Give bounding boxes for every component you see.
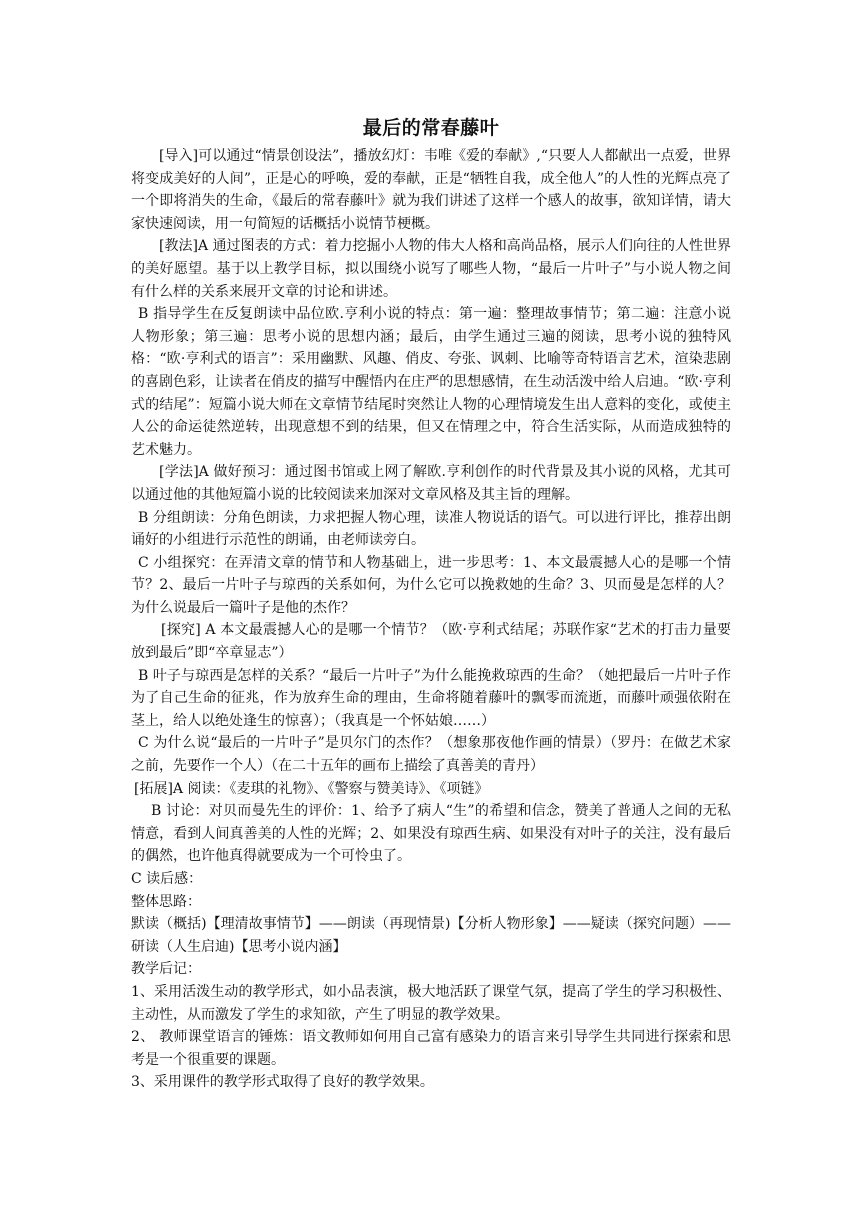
paragraph-extension-b: B 讨论：对贝而曼先生的评价：1、给予了病人“生”的希望和信念，赞美了普通人之间的无私情意，看到人间真善美的人性的光辉；2、如果没有琼西生病、如果没有对叶子的关注，没有最后的偶然，也许他真得就要成为一个可怜虫了。	[131, 803, 731, 865]
document-body	[131, 110, 731, 1094]
paragraph-postscript-3: 3、采用课件的教学形式取得了良好的教学效果。	[131, 1074, 434, 1091]
paragraph-overall-idea-label: 整体思路：	[131, 893, 201, 910]
paragraph-teaching-method-a: [教法]A 通过图表的方式：着力挖掘小人物的伟大人格和高尚品格，展示人们向往的人性世界的美好愿望。基于以上教学目标，拟以围绕小说写了哪些人物，“最后一片叶子”与小说人物之间有什么样的关系来展开文章的讨论和讲述。	[131, 238, 731, 300]
paragraph-extension-a: [拓展]A 阅读：《麦琪的礼物》、《警察与赞美诗》、《项链》	[134, 780, 489, 797]
document-title: 最后的常春藤叶	[362, 117, 500, 139]
paragraph-explore-a: [探究] A 本文最震撼人心的是哪一个情节？（欧·亨利式结尾；苏联作家“艺术的打击力量要放到最后”即“卒章显志”）	[131, 622, 731, 662]
paragraph-explore-c: C 为什么说“最后的一片叶子”是贝尔门的杰作？（想象那夜他作画的情景）（罗丹：在做艺术家之前，先要作一个人）（在二十五年的画布上描绘了真善美的青丹）	[131, 735, 731, 775]
paragraph-explore-b: B 叶子与琼西是怎样的关系？“最后一片叶子”为什么能挽救琼西的生命？（她把最后一片叶子作为了自己生命的征兆，作为放弃生命的理由，生命将随着藤叶的飘零而流逝，而藤叶顽强依附在茎上，给人以绝处逢生的惊喜）；（我真是一个怀姑娘……）	[131, 667, 731, 729]
paragraph-intro: [导入]可以通过“情景创设法”，播放幻灯：韦唯《爱的奉献》,“只要人人都献出一点爱，世界将变成美好的人间”，正是心的呼唤，爱的奉献，正是“牺牲自我，成全他人”的人性的光辉点亮了一个即将消失的生命，《最后的常春藤叶》就为我们讲述了这样一个感人的故事，欲知详情，请大家快速阅读，用一句简短的话概括小说情节梗概。	[131, 148, 731, 232]
paragraph-postscript-2: 2、 教师课堂语言的锤炼：语文教师如何用自己富有感染力的语言来引导学生共同进行探索和思考是一个很重要的课题。	[131, 1029, 731, 1068]
paragraph-postscript-1: 1、采用活泼生动的教学形式，如小品表演，极大地活跃了课堂气氛，提高了学生的学习积极性、主动性，从而激发了学生的求知欲，产生了明显的教学效果。	[131, 983, 731, 1023]
paragraph-learning-method-b: B 分组朗读：分角色朗读，力求把握人物心理，读准人物说话的语气。可以进行评比，推荐出朗诵好的小组进行示范性的朗诵，由老师读旁白。	[131, 509, 731, 549]
paragraph-learning-method-a: [学法]A 做好预习：通过图书馆或上网了解欧.亨利创作的时代背景及其小说的风格，尤其可以通过他的其他短篇小说的比较阅读来加深对文章风格及其主旨的理解。	[131, 464, 731, 503]
paragraph-postscript-label: 教学后记：	[131, 961, 201, 978]
paragraph-reflection: C 读后感：	[131, 871, 203, 887]
paragraph-overall-idea: 默读（概括)【理清故事情节】——朗读（再现情景)【分析人物形象】——疑读（探究问题）——研读（人生启迪)【思考小说内涵】	[131, 916, 731, 955]
paragraph-learning-method-c: C 小组探究：在弄清文章的情节和人物基础上，进一步思考：1、本文最震撼人心的是哪一个情节？2、最后一片叶子与琼西的关系如何，为什么它可以挽救她的生命？3、贝而曼是怎样的人？为什么说最后一篇叶子是他的杰作？	[131, 554, 731, 616]
paragraph-teaching-method-b: B 指导学生在反复朗读中品位欧.亨利小说的特点：第一遍：整理故事情节；第二遍：注意小说人物形象；第三遍：思考小说的思想内涵；最后，由学生通过三遍的阅读，思考小说的独特风格：“欧·亨利式的语言”：采用幽默、风趣、俏皮、夸张、讽刺、比喻等奇特语言艺术，渲染悲剧的喜剧色彩，让读者在俏皮的描写中醒悟内在庄严的思想感情，在生动活泼中给人启迪。“欧·亨利式的结尾”：短篇小说大师在文章情节结尾时突然让人物的心理情境发生出人意料的变化，或使主人公的命运徒然逆转，出现意想不到的结果，但又在情理之中，符合生活实际，从而造成独特的艺术魅力。	[131, 306, 731, 458]
